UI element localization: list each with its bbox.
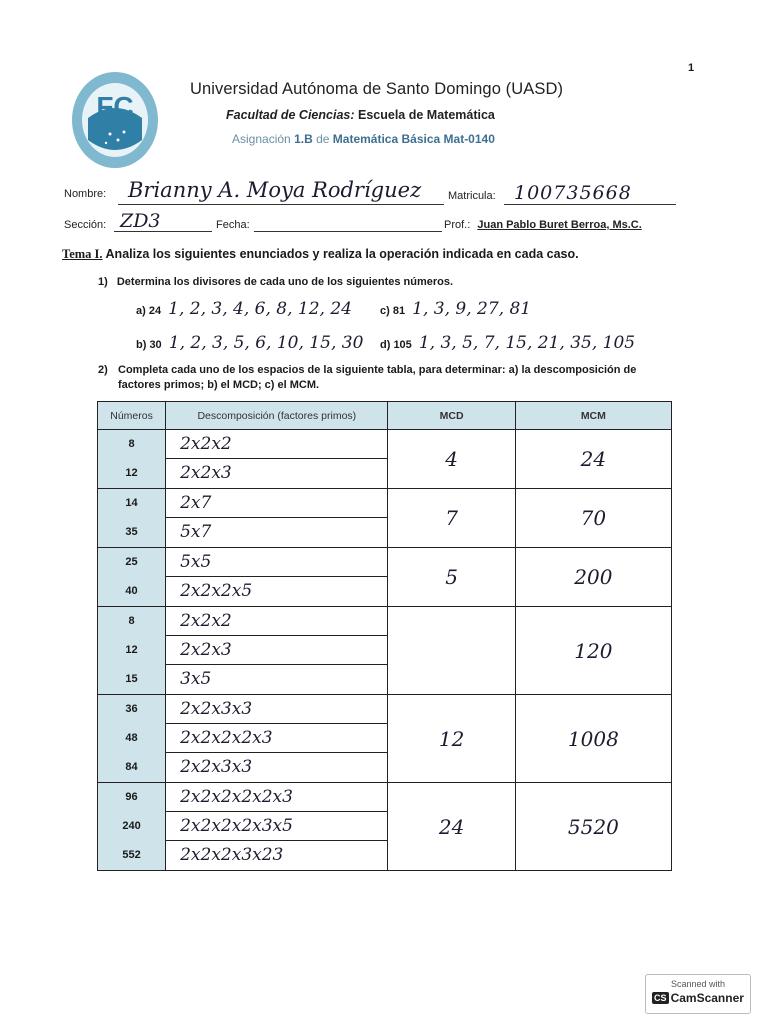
- mcd-value: [388, 607, 515, 695]
- mcm-value: 120: [515, 607, 671, 695]
- assignment-de: de: [316, 132, 330, 146]
- decomposition-value: 2x2x3: [180, 463, 232, 483]
- decomposition-value: 5x5: [166, 548, 387, 577]
- q1-item-d: [380, 333, 635, 353]
- mcd-value: 4: [388, 430, 515, 489]
- number-value: 8: [128, 438, 135, 450]
- nombre-value: Brianny A. Moya Rodríguez: [128, 178, 422, 202]
- question-2: [98, 363, 678, 393]
- camscanner-icon: CS: [654, 993, 667, 1003]
- mcm-value: 1008: [515, 695, 671, 783]
- prof-name: Juan Pablo Buret Berroa, Ms.C.: [477, 219, 642, 231]
- header-descomposicion: Descomposición (factores primos): [166, 402, 388, 430]
- decomposition-value: 2x2x2x2x3x5: [166, 812, 387, 841]
- q1-item-label: d) 105: [380, 339, 412, 351]
- assignment-prefix: Asignación: [232, 132, 291, 146]
- fecha-label: Fecha:: [216, 219, 250, 231]
- q2-text: Completa cada uno de los espacios de la siguiente tabla, para determinar: a) la descomposición de factores primos; b) el MCD; c) el MCM.: [118, 364, 637, 391]
- number-value: 15: [125, 673, 138, 685]
- number-value: 96: [125, 791, 138, 803]
- decomposition-value: 2x2x3x3: [166, 695, 387, 724]
- mcd-value: 24: [388, 783, 515, 871]
- q1-item-b: [136, 333, 363, 353]
- header-mcd: MCD: [388, 402, 515, 430]
- scanned-with-text: Scanned with: [670, 979, 726, 989]
- decomposition-value: 2x2x3x3: [180, 757, 253, 777]
- nombre-line: [118, 204, 444, 205]
- q1-item-label: c) 81: [380, 305, 406, 317]
- nombre-row: [64, 188, 106, 200]
- faculty-suffix: Escuela de Matemática: [358, 108, 495, 122]
- matricula-label: Matricula:: [448, 190, 496, 202]
- faculty-line: [226, 108, 495, 122]
- table-row: [98, 783, 672, 871]
- camscanner-name: CamScanner: [670, 991, 744, 1005]
- header-mcm: MCM: [515, 402, 671, 430]
- decomposition-value: 5x7: [180, 522, 212, 542]
- number-value: 14: [125, 497, 138, 509]
- q1-item-answer: 1, 3, 9, 27, 81: [412, 299, 532, 319]
- decomposition-value: 2x7: [166, 489, 387, 518]
- document-header: [190, 80, 670, 146]
- decomposition-value: 3x5: [180, 669, 212, 689]
- numbers-cell: [98, 489, 166, 548]
- decomposition-cell: [166, 548, 388, 607]
- number-value: 25: [125, 556, 138, 568]
- header-numeros: Números: [98, 402, 166, 430]
- q1-item-answer: 1, 3, 5, 7, 15, 21, 35, 105: [418, 333, 636, 353]
- tema-heading: [62, 247, 579, 262]
- tema-text: Analiza los siguientes enunciados y realiza la operación indicada en cada caso.: [105, 247, 579, 261]
- numbers-cell: [98, 783, 166, 871]
- numbers-cell: [98, 695, 166, 783]
- number-value: 35: [125, 526, 138, 538]
- q1-item-c: [380, 299, 531, 319]
- numbers-cell: [98, 430, 166, 489]
- decomposition-value: 2x2x2: [166, 430, 387, 459]
- number-value: 12: [125, 644, 138, 656]
- table-row: [98, 430, 672, 489]
- q1-text: Determina los divisores de cada uno de los siguientes números.: [116, 276, 454, 288]
- decomposition-value: 2x2x2x2x2x3: [166, 783, 387, 812]
- table-row: [98, 695, 672, 783]
- q1-number: 1): [98, 276, 108, 288]
- number-value: 84: [125, 761, 138, 773]
- decomposition-value: 2x2x2: [166, 607, 387, 636]
- faculty-prefix: Facultad de Ciencias:: [226, 108, 355, 122]
- seccion-label: Sección:: [64, 219, 107, 231]
- assignment-id: 1.B: [294, 132, 313, 146]
- prof-label: Prof.:: [444, 219, 471, 231]
- q2-number: 2): [98, 364, 108, 376]
- mcm-value: 5520: [515, 783, 671, 871]
- question-1: [98, 276, 453, 288]
- faculty-logo: [70, 70, 160, 170]
- q1-item-answer: 1, 2, 3, 4, 6, 8, 12, 24: [168, 299, 352, 319]
- table-row: [98, 607, 672, 695]
- number-value: 36: [125, 703, 138, 715]
- page-number: 1: [688, 62, 695, 74]
- nombre-label: Nombre:: [64, 188, 107, 200]
- decomposition-cell: [166, 607, 388, 695]
- university-title: Universidad Autónoma de Santo Domingo (UASD): [190, 80, 564, 98]
- q1-item-label: a) 24: [136, 305, 162, 317]
- mcm-value: 24: [515, 430, 671, 489]
- decomposition-cell: [166, 783, 388, 871]
- mcd-value: 12: [388, 695, 515, 783]
- numbers-cell: [98, 607, 166, 695]
- factors-table: [97, 401, 672, 871]
- decomposition-value: 2x2x2x3x23: [180, 845, 284, 865]
- decomposition-value: 2x2x2x5: [180, 581, 253, 601]
- assignment-course: Matemática Básica Mat-0140: [332, 132, 495, 146]
- decomposition-value: 2x2x2x2x3: [166, 724, 387, 753]
- table-row: [98, 548, 672, 607]
- mcd-value: 5: [388, 548, 515, 607]
- mcd-value: 7: [388, 489, 515, 548]
- number-value: 48: [125, 732, 138, 744]
- numbers-cell: [98, 548, 166, 607]
- decomposition-cell: [166, 489, 388, 548]
- table-header-row: [98, 402, 672, 430]
- number-value: 8: [128, 615, 135, 627]
- number-value: 240: [122, 820, 141, 832]
- q1-item-a: [136, 299, 352, 319]
- assignment-line: [232, 132, 495, 146]
- number-value: 40: [125, 585, 138, 597]
- decomposition-value: 2x2x3: [166, 636, 387, 665]
- tema-label: Tema I.: [62, 247, 103, 261]
- number-value: 552: [122, 849, 141, 861]
- seccion-value: ZD3: [120, 210, 161, 232]
- camscanner-brand: [646, 991, 750, 1005]
- q1-item-answer: 1, 2, 3, 5, 6, 10, 15, 30: [168, 333, 364, 353]
- matricula-line: [504, 204, 676, 205]
- fecha-line: [254, 231, 442, 232]
- decomposition-cell: [166, 430, 388, 489]
- mcm-value: 200: [515, 548, 671, 607]
- number-value: 12: [125, 467, 138, 479]
- decomposition-cell: [166, 695, 388, 783]
- camscanner-watermark: [645, 974, 751, 1014]
- matricula-value: 100735668: [514, 182, 632, 204]
- prof-row: [444, 219, 642, 231]
- logo-text: FC: [96, 91, 134, 122]
- table-row: [98, 489, 672, 548]
- mcm-value: 70: [515, 489, 671, 548]
- q1-item-label: b) 30: [136, 339, 162, 351]
